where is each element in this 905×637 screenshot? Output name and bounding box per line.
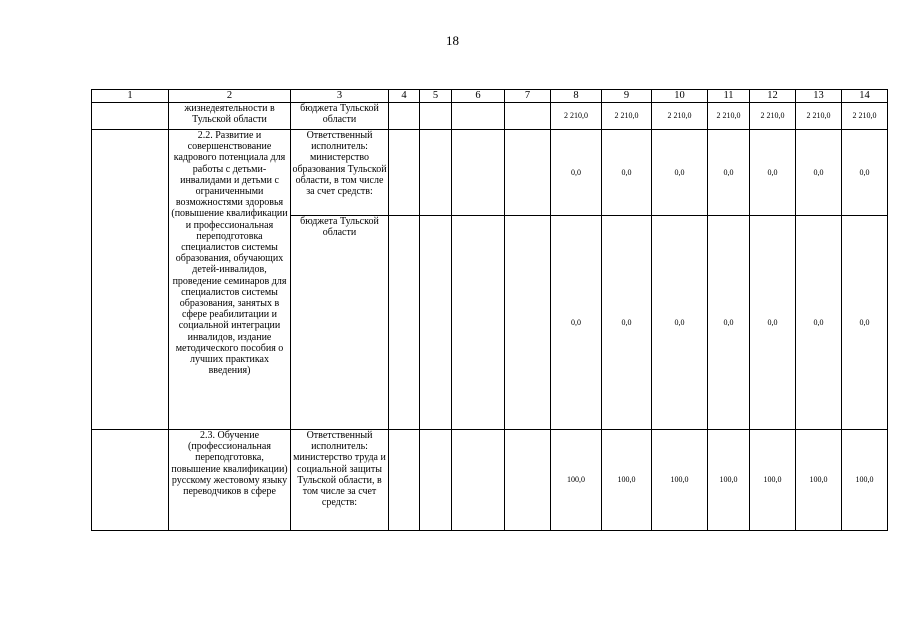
funding-source-cell: бюджета Тульской области xyxy=(291,216,389,430)
value-cell: 2 210,0 xyxy=(796,103,842,130)
value-cell: 0,0 xyxy=(551,216,602,430)
value-cell: 100,0 xyxy=(602,430,652,531)
page-number: 18 xyxy=(446,33,459,48)
value-cell: 0,0 xyxy=(750,216,796,430)
value-cell: 100,0 xyxy=(750,430,796,531)
value-cell: 0,0 xyxy=(708,130,750,216)
value-cell: 100,0 xyxy=(551,430,602,531)
column-header: 11 xyxy=(708,90,750,103)
empty-cell xyxy=(389,103,420,130)
value-cell: 0,0 xyxy=(602,216,652,430)
value-cell: 0,0 xyxy=(796,130,842,216)
column-header: 9 xyxy=(602,90,652,103)
empty-cell xyxy=(505,103,551,130)
value-cell: 100,0 xyxy=(652,430,708,531)
column-header: 7 xyxy=(505,90,551,103)
empty-cell xyxy=(420,216,452,430)
value-cell: 0,0 xyxy=(708,216,750,430)
column-header: 6 xyxy=(452,90,505,103)
value-cell: 100,0 xyxy=(842,430,888,531)
value-cell: 2 210,0 xyxy=(842,103,888,130)
column-header: 4 xyxy=(389,90,420,103)
empty-cell xyxy=(452,430,505,531)
value-cell: 0,0 xyxy=(551,130,602,216)
column-header: 12 xyxy=(750,90,796,103)
value-cell: 100,0 xyxy=(796,430,842,531)
empty-cell xyxy=(420,430,452,531)
value-cell: 0,0 xyxy=(652,216,708,430)
column-header: 5 xyxy=(420,90,452,103)
table-row xyxy=(92,430,888,531)
value-cell: 0,0 xyxy=(842,130,888,216)
value-cell: 2 210,0 xyxy=(602,103,652,130)
column-header: 3 xyxy=(291,90,389,103)
empty-cell xyxy=(505,430,551,531)
value-cell: 2 210,0 xyxy=(551,103,602,130)
empty-cell xyxy=(389,216,420,430)
table-row xyxy=(92,130,888,216)
value-cell: 0,0 xyxy=(796,216,842,430)
value-cell: 0,0 xyxy=(652,130,708,216)
empty-cell xyxy=(92,430,169,531)
value-cell: 2 210,0 xyxy=(750,103,796,130)
column-header: 10 xyxy=(652,90,708,103)
value-cell: 0,0 xyxy=(842,216,888,430)
budget-table xyxy=(91,89,888,531)
column-header: 8 xyxy=(551,90,602,103)
value-cell: 0,0 xyxy=(602,130,652,216)
table-row xyxy=(92,103,888,130)
empty-cell xyxy=(452,130,505,216)
empty-cell xyxy=(92,103,169,130)
column-header: 14 xyxy=(842,90,888,103)
empty-cell xyxy=(420,103,452,130)
value-cell: 100,0 xyxy=(708,430,750,531)
measure-name-cell: 2.2. Развитие и совершенствование кадрового потенциала для работы с детьми-инвалидами и детьми с ограниченными возможностями здоровья (повышение квалификации и профессиональная переподготовка специалистов системы образования, обучающих детей-инвалидов, проведение семинаров для специалистов системы образования, занятых в сфере реабилитации и социальной интеграции инвалидов, издание методического пособия о лучших практиках введения) xyxy=(169,130,291,430)
header-row xyxy=(92,90,888,103)
empty-cell xyxy=(505,216,551,430)
funding-source-cell: бюджета Тульской области xyxy=(291,103,389,130)
column-header: 1 xyxy=(92,90,169,103)
funding-source-cell: Ответственный исполнитель: министерство образования Тульской области, в том числе за счет средств: xyxy=(291,130,389,216)
empty-cell xyxy=(420,130,452,216)
empty-cell xyxy=(452,103,505,130)
empty-cell xyxy=(452,216,505,430)
value-cell: 0,0 xyxy=(750,130,796,216)
empty-cell xyxy=(92,130,169,430)
empty-cell xyxy=(389,430,420,531)
value-cell: 2 210,0 xyxy=(652,103,708,130)
column-header: 13 xyxy=(796,90,842,103)
measure-name-cell: жизнедеятельности в Тульской области xyxy=(169,103,291,130)
value-cell: 2 210,0 xyxy=(708,103,750,130)
funding-source-cell: Ответственный исполнитель: министерство труда и социальной защиты Тульской области, в том числе за счет средств: xyxy=(291,430,389,531)
measure-name-cell: 2.3. Обучение (профессиональная переподготовка, повышение квалификации) русскому жестовому языку переводчиков в сфере xyxy=(169,430,291,531)
column-header: 2 xyxy=(169,90,291,103)
empty-cell xyxy=(505,130,551,216)
empty-cell xyxy=(389,130,420,216)
